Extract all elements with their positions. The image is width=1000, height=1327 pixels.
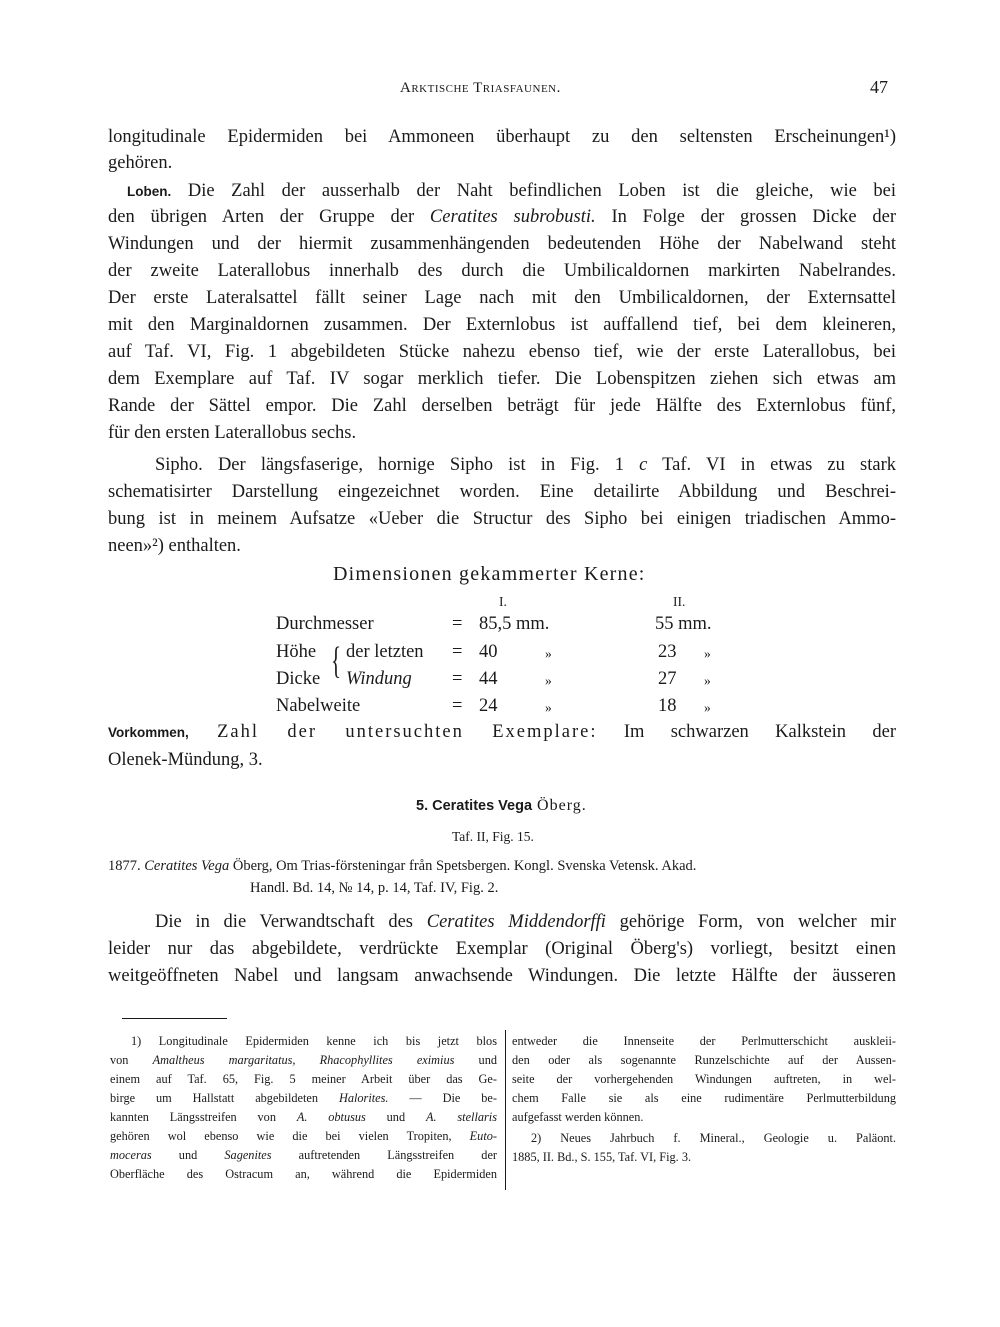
value-1: 24 bbox=[479, 696, 498, 716]
sipho-line: schematisirter Darstellung eingezeichnet worden. Eine detailirte Abbildung und Beschrei- bbox=[108, 482, 896, 502]
description-text: gehörige Form, von welcher mir bbox=[605, 912, 897, 932]
footnote-rule bbox=[122, 1018, 227, 1019]
brace-icon: { bbox=[331, 640, 342, 682]
loben-line: Rande der Sättel empor. Die Zahl derselben beträgt für jede Hälfte des Externlobus fünf, bbox=[108, 396, 896, 416]
equals-sign: = bbox=[452, 614, 463, 634]
sipho-text: Sipho. Der längsfaserige, hornige Sipho ist in Fig. 1 bbox=[155, 455, 640, 475]
taxon-name: Ceratites Middendorffi bbox=[426, 912, 606, 932]
footnote-line: Oberfläche des Ostracum an, während die Epidermiden bbox=[110, 1167, 497, 1181]
ditto-mark: » bbox=[545, 673, 552, 688]
description-line: leider nur das abgebildete, verdrückte Exemplar (Original Öberg's) vorliegt, besitzt einen bbox=[108, 939, 896, 959]
loben-line: mit den Marginaldornen zusammen. Der Externlobus ist auffallend tief, bei dem kleineren, bbox=[108, 315, 896, 335]
loben-heading: Loben. bbox=[127, 184, 172, 199]
value-1: 44 bbox=[479, 669, 498, 689]
occurrence-line-2: Olenek-Mündung, 3. bbox=[108, 750, 263, 770]
body-line-1: longitudinale Epidermiden bei Ammoneen überhaupt zu den seltensten Erscheinungen¹) bbox=[108, 127, 896, 147]
sipho-line-1 bbox=[155, 455, 896, 476]
ditto-mark: » bbox=[545, 646, 552, 661]
loben-text: In Folge der grossen Dicke der bbox=[595, 207, 896, 227]
footnote-line: kannten Längsstreifen von A. obtusus und A. stellaris bbox=[110, 1110, 498, 1124]
footnote-line: 2) Neues Jahrbuch f. Mineral., Geologie u. Paläont. bbox=[531, 1131, 896, 1145]
value-1: 40 bbox=[479, 642, 498, 662]
loben-line: Windungen und der hiermit zusammenhängenden bedeutenden Höhe der Nabelwand steht bbox=[108, 234, 896, 254]
loben-line-2 bbox=[108, 207, 896, 228]
page-number: 47 bbox=[870, 77, 888, 97]
footnote-line: seite der vorhergehenden Windungen auftreten, in wel- bbox=[512, 1072, 896, 1086]
footnote-line: birge um Hallstatt abgebildeten Halorites. — Die be- bbox=[110, 1091, 497, 1105]
row-label: Dicke bbox=[276, 669, 321, 689]
column-header-2: II. bbox=[673, 594, 686, 609]
ditto-mark: » bbox=[704, 646, 711, 661]
ditto-mark: » bbox=[704, 700, 711, 715]
footnote-line: 1885, II. Bd., S. 155, Taf. VI, Fig. 3. bbox=[512, 1150, 692, 1164]
species-name: Ceratites Vega bbox=[432, 798, 533, 814]
footnote-line: gehören wol ebenso wie die bei vielen Tropiten, Euto- bbox=[110, 1129, 497, 1143]
species-number: 5. bbox=[416, 798, 429, 814]
loben-line: auf Taf. VI, Fig. 1 abgebildeten Stücke nahezu ebenso tief, wie der erste Laterallobus, bei bbox=[108, 342, 896, 362]
species-author: Öberg. bbox=[532, 797, 587, 814]
loben-line: für den ersten Laterallobus sechs. bbox=[108, 423, 357, 443]
footnote-line: den oder als sogenannte Runzelschichte auf der Aussen- bbox=[512, 1053, 896, 1067]
ditto-mark: » bbox=[545, 700, 552, 715]
row-label: Höhe bbox=[276, 642, 317, 662]
footnote-line: chem Falle sie als eine rudimentäre Perlmutterbildung bbox=[512, 1091, 896, 1105]
occurrence-text: Im schwarzen Kalkstein der bbox=[597, 722, 897, 742]
row-label: Nabelweite bbox=[276, 696, 361, 716]
description-text: Die in die Verwandtschaft des bbox=[155, 912, 427, 932]
column-divider bbox=[505, 1030, 506, 1190]
plate-reference: Taf. II, Fig. 15. bbox=[452, 829, 534, 844]
footnote-line: moceras und Sagenites auftretenden Längsstreifen der bbox=[110, 1148, 498, 1162]
row-label-shared: der letzten bbox=[346, 642, 424, 662]
footnote-line: aufgefasst werden können. bbox=[512, 1110, 644, 1124]
footnote-line: von Amaltheus margaritatus, Rhacophyllites eximius und bbox=[110, 1053, 497, 1067]
value-1: 85,5 mm. bbox=[479, 614, 550, 634]
loben-line: Der erste Lateralsattel fällt seiner Lage nach mit den Umbilicaldornen, der Externsattel bbox=[108, 288, 896, 308]
footnote-line: entweder die Innenseite der Perlmutterschicht auskleii- bbox=[512, 1034, 896, 1048]
sipho-line: neen»²) enthalten. bbox=[108, 536, 241, 556]
ditto-mark: » bbox=[704, 673, 711, 688]
running-header: Arktische Triasfaunen. bbox=[400, 80, 561, 96]
loben-line: dem Exemplare auf Taf. IV sogar merklich tiefer. Die Lobenspitzen ziehen sich etwas am bbox=[108, 369, 896, 389]
column-header-1: I. bbox=[499, 594, 507, 609]
loben-line-1 bbox=[127, 181, 896, 202]
figure-letter: c bbox=[639, 455, 648, 475]
occurrence-label: Zahl der untersuchten Exemplare: bbox=[188, 722, 598, 742]
equals-sign: = bbox=[452, 669, 463, 689]
reference-year: 1877. bbox=[108, 858, 145, 874]
description-line-1 bbox=[155, 912, 896, 933]
description-line: weitgeöffneten Nabel und langsam anwachsende Windungen. Die letzte Hälfte der äusseren bbox=[108, 966, 896, 986]
sipho-text: Taf. VI in etwas zu stark bbox=[647, 455, 896, 475]
value-2: 55 mm. bbox=[655, 614, 712, 634]
loben-text: Die Zahl der ausserhalb der Naht befindlichen Loben ist die gleiche, wie bei bbox=[171, 181, 896, 201]
synonymy-line-1 bbox=[108, 858, 696, 875]
footnote-line: einem auf Taf. 65, Fig. 5 meiner Arbeit über das Ge- bbox=[110, 1072, 497, 1086]
taxon-name: Ceratites subrobusti. bbox=[429, 207, 596, 227]
species-heading bbox=[416, 797, 587, 815]
value-2: 23 bbox=[658, 642, 677, 662]
row-label-shared: Windung bbox=[346, 669, 412, 689]
reference-text: Öberg, Om Trias-försteningar från Spetsbergen. Kongl. Svenska Vetensk. Akad. bbox=[229, 858, 697, 874]
body-line-2: gehören. bbox=[108, 153, 173, 173]
dimensions-title: Dimensionen gekammerter Kerne: bbox=[333, 563, 646, 585]
occurrence-line-1 bbox=[108, 722, 896, 743]
loben-text: den übrigen Arten der Gruppe der bbox=[108, 207, 430, 227]
reference-taxon: Ceratites Vega bbox=[144, 858, 230, 874]
footnote-line: 1) Longitudinale Epidermiden kenne ich bis jetzt blos bbox=[131, 1034, 497, 1048]
equals-sign: = bbox=[452, 696, 463, 716]
synonymy-line-2: Handl. Bd. 14, № 14, p. 14, Taf. IV, Fig. 2. bbox=[250, 880, 499, 896]
value-2: 27 bbox=[658, 669, 677, 689]
loben-line: der zweite Laterallobus innerhalb des durch die Umbilicaldornen markirten Nabelrandes. bbox=[108, 261, 896, 281]
value-2: 18 bbox=[658, 696, 677, 716]
row-label: Durchmesser bbox=[276, 614, 374, 634]
sipho-line: bung ist in meinem Aufsatze «Ueber die Structur des Sipho bei einigen triadischen Ammo- bbox=[108, 509, 896, 529]
equals-sign: = bbox=[452, 642, 463, 662]
occurrence-heading: Vorkommen, bbox=[108, 725, 189, 740]
